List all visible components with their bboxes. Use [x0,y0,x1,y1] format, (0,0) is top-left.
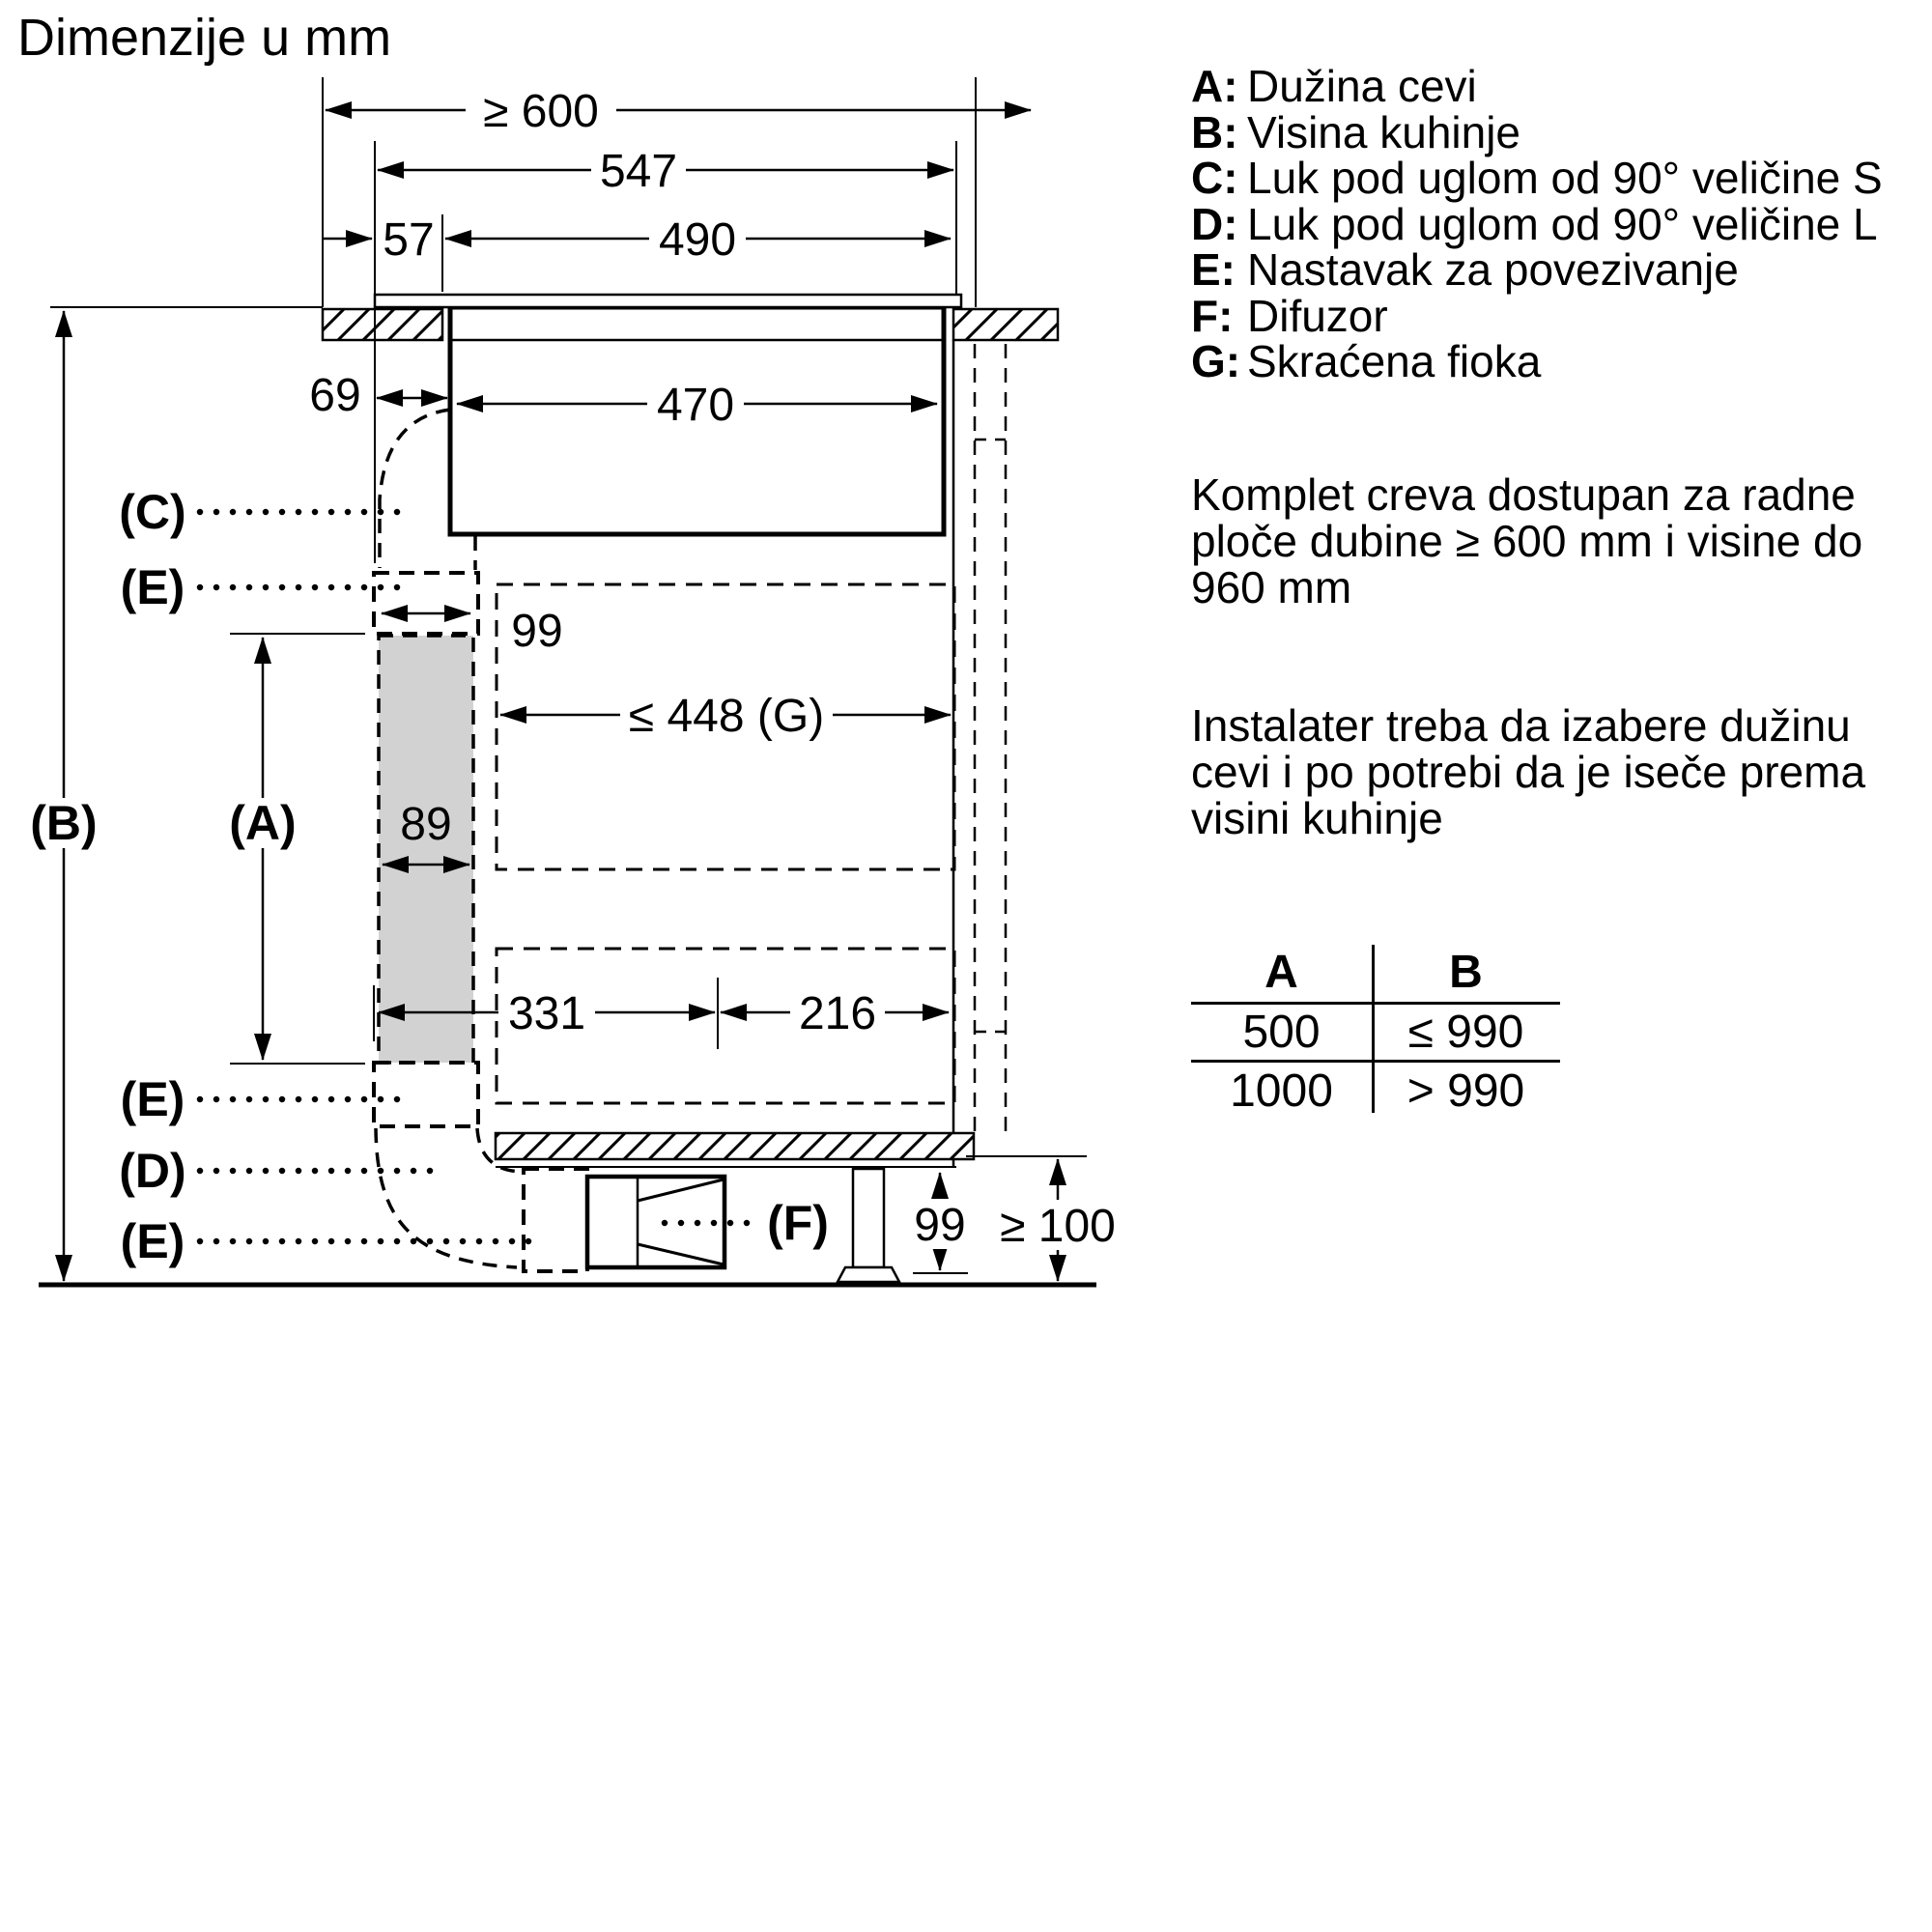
note-line: Instalater treba da izabere dužinu [1191,700,1851,751]
dim-connector-width: 99 [511,606,563,657]
table-cell: 500 [1242,1007,1321,1058]
connector-e-bottom [524,1169,587,1271]
dim-glass-width: 547 [599,146,678,197]
label-f: (F) [767,1196,829,1250]
reference-lines [50,77,1087,1273]
cabinet-foot-base [838,1267,899,1282]
label-e-top: (E) [120,560,185,614]
dim-worktop-depth: ≥ 600 [483,86,599,137]
legend-label: Luk pod uglom od 90° veličine S [1247,153,1883,203]
worktop-left-section [323,309,442,340]
label-c: (C) [119,485,186,539]
label-d: (D) [119,1144,186,1198]
table-header-a: A [1264,947,1298,998]
dim-shortened-drawer: ≤ 448 (G) [628,691,825,742]
connector-e-mid [374,1063,478,1126]
legend-key: B: [1191,106,1238,157]
label-b: (B) [30,796,98,850]
legend-key: A: [1191,61,1238,111]
text-backplates [32,85,1122,1250]
legend-label: Luk pod uglom od 90° veličine L [1247,198,1878,249]
note-line: cevi i po potrebi da je iseče prema [1191,747,1866,797]
legend-label: Nastavak za povezivanje [1247,244,1739,295]
worktop-right-section [953,309,1058,340]
legend-label: Visina kuhinje [1247,106,1521,157]
page-title: Dimenzije u mm [17,9,392,67]
legend-label: Difuzor [1247,290,1388,341]
cabinet-foot-stem [853,1169,884,1267]
dim-duct-to-center: 331 [507,988,586,1039]
note-line: ploče dubine ≥ 600 mm i visine do [1191,516,1863,566]
dim-center-to-wall: 216 [798,988,877,1039]
table-cell: > 990 [1406,1065,1525,1117]
dim-hob-body-width: 470 [656,380,735,431]
dim-diffuser-height: 99 [914,1200,966,1251]
diffuser-body [587,1177,724,1267]
legend-key: F: [1191,290,1234,341]
dimension-lines [64,110,1058,1281]
dim-plinth-height: ≥ 100 [1000,1201,1116,1252]
label-a: (A) [229,796,297,850]
bend-c-outer [380,410,450,568]
dim-front-offset: 57 [383,214,435,266]
table-cell: 1000 [1230,1065,1333,1117]
dim-cutout-width: 490 [658,214,737,266]
label-e-bottom: (E) [120,1214,185,1268]
note-line: 960 mm [1191,562,1352,612]
legend-key: D: [1191,198,1238,249]
hob-and-worktop [39,295,1096,1285]
hob-glass-top [375,295,961,307]
legend-label: Skraćena fioka [1247,336,1542,386]
note-line: visini kuhinje [1191,793,1443,843]
label-e-mid: (E) [120,1072,185,1126]
table-header-b: B [1449,947,1483,998]
dim-bend-depth: 69 [309,370,361,421]
legend-label: Dužina cevi [1247,61,1477,111]
cabinet-bottom-panel [496,1133,974,1159]
dim-duct-width: 89 [400,799,452,850]
note-line: Komplet creva dostupan za radne [1191,469,1856,520]
legend-key: E: [1191,244,1236,295]
legend-key: G: [1191,336,1241,386]
legend-key: C: [1191,153,1238,203]
table-cell: ≤ 990 [1407,1007,1524,1058]
connector-e-top [374,573,478,634]
